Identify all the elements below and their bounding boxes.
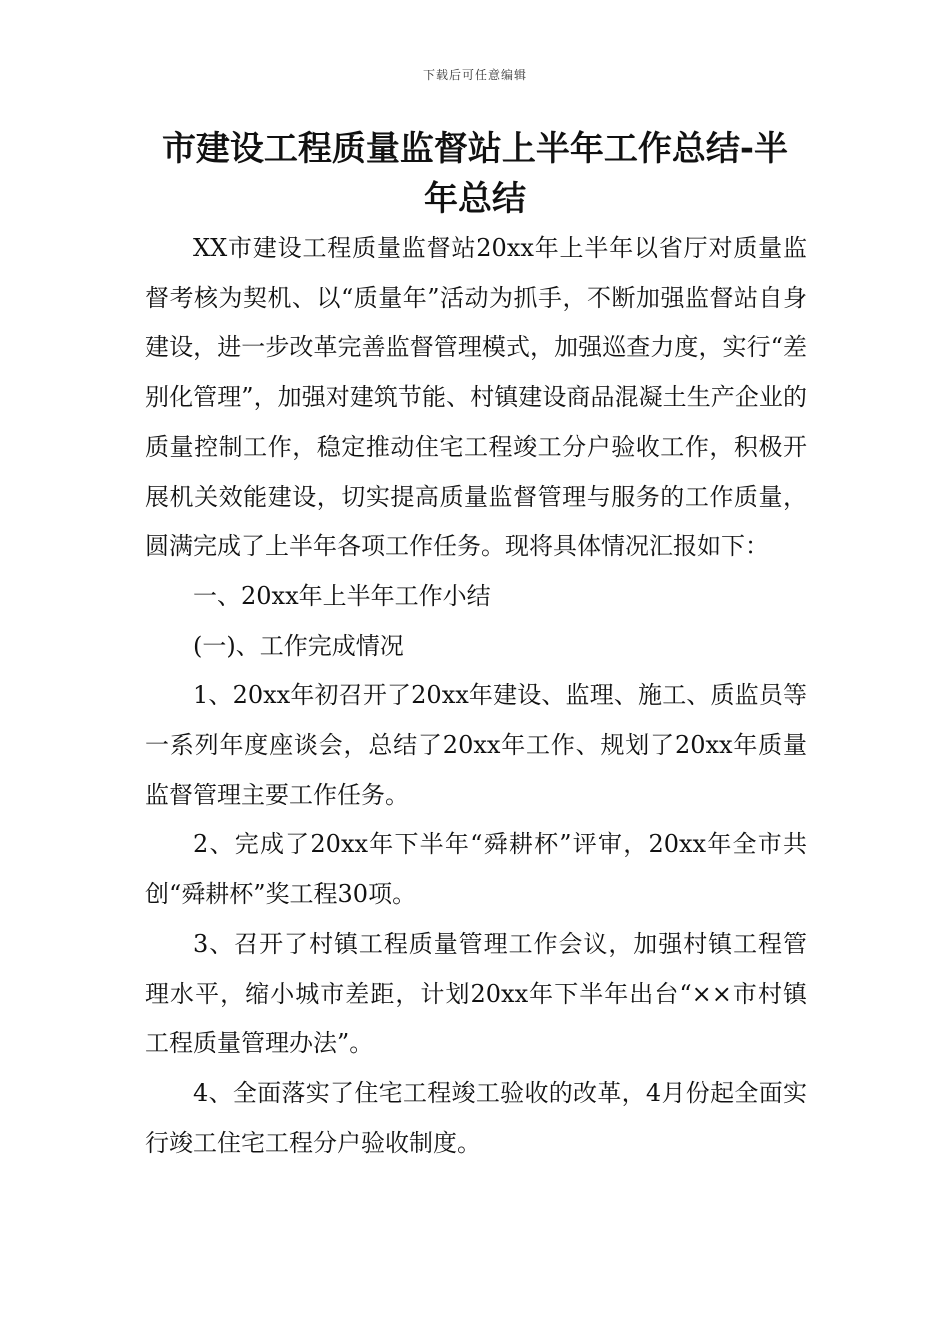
subsection-heading: (一)、工作完成情况 [193, 631, 404, 660]
section-heading: 一、20xx年上半年工作小结 [193, 581, 491, 610]
list-item-4: 4、全面落实了住宅工程竣工验收的改革，4月份起全面实行竣工住宅工程分户验收制度。 [145, 1078, 807, 1157]
document-title: 市建设工程质量监督站上半年工作总结-半年总结 [161, 129, 789, 219]
document-body [145, 224, 807, 1168]
paragraph-intro: XX市建设工程质量监督站20xx年上半年以省厅对质量监督考核为契机、以“质量年”活动为抓手，不断加强监督站自身建设，进一步改革完善监督管理模式，加强巡查力度，实行“差别化管理”，加强对建筑节能、村镇建设商品混凝土生产企业的质量控制工作，稳定推动住宅工程竣工分户验收工作，积极开展机关效能建设，切实提高质量监督管理与服务的工作质量，圆满完成了上半年各项工作任务。现将具体情况汇报如下： [145, 234, 807, 561]
header-note: 下载后可任意编辑 [422, 68, 527, 82]
list-item-1: 1、20xx年初召开了20xx年建设、监理、施工、质监员等一系列年度座谈会，总结了20xx年工作、规划了20xx年质量监督管理主要工作任务。 [145, 681, 807, 809]
list-item-3: 3、召开了村镇工程质量管理工作会议，加强村镇工程管理水平，缩小城市差距，计划20xx年下半年出台“××市村镇工程质量管理办法”。 [145, 929, 807, 1058]
list-item-2: 2、完成了20xx年下半年“舜耕杯”评审，20xx年全市共创“舜耕杯”奖工程30项。 [145, 830, 807, 909]
